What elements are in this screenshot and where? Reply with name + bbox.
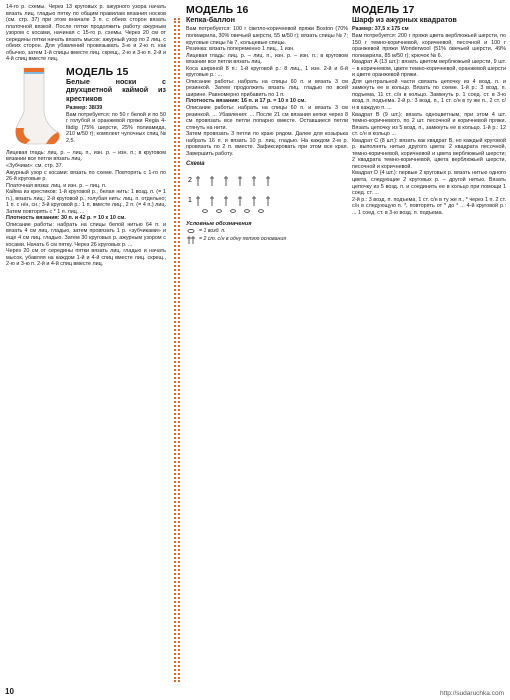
paragraph: Резинка: вязать попеременно 1 лиц., 1 изн. <box>186 46 295 53</box>
scheme-row-label: 2 <box>188 176 192 184</box>
website-watermark: http://sudaruchka.com <box>440 690 504 697</box>
paragraph: Для центральной части связать цепочку из 4 возд. п. и замкнуть ее в кольцо. Вязать по схеме. 1-й р.: 3 возд. п. подъема, 11 ст. с/н в кольцо. Замкнуть р. 1 соед. ст. в 3-ю возд. п. подъема. 2-й р.: 3 возд. п., 1 ст. с/н в ту же п., 2 ст. с/н в каждую п. ... <box>352 78 506 111</box>
model-15-title: МОДЕЛЬ 15 <box>66 65 129 78</box>
paragraph: Квадрат D (4 шт.): первые 2 круговых р. вязать нитью одного цвета, следующие 2 круговых р. – другой нитью. Вязать цепочку из 5 возд. п. и соединить ее в кольцо при помощи 1 соед. ст. ... <box>352 170 506 197</box>
paragraph: Лицевая гладь: лиц. р. – лиц. п., изн. р. – изн. п.; в круговом вязании все петли вязать лиц. <box>6 149 166 163</box>
scheme-diagram <box>186 168 336 216</box>
column-2 <box>186 4 348 245</box>
dotted-divider-right <box>178 18 180 682</box>
scheme-label: Схема <box>186 161 205 168</box>
model-16-subtitle: Кепка-баллон <box>186 15 235 24</box>
dotted-divider-left <box>174 18 176 682</box>
paragraph: Вам потребуется: по 50 г белой и по 50 г голубой и оранжевой пряжи Regia 4-fädig (75% шерсти, 25% полиамида, 210 м/50 г); комплект чулочных спиц № 2,5. <box>66 111 166 144</box>
column-3 <box>352 4 506 216</box>
paragraph: Описание работы: набрать на спицы 60 п. и вязать 3 см резинкой. Затем продолжить вязать лиц. гладью по всей ширине. Равномерно прибавить по 1 п. <box>186 78 348 98</box>
legend-text: = 1 возд. п. <box>199 227 226 234</box>
paragraph: Описание работы: набрать на спицы 60 п. и вязать 3 см резинкой. ... Убавления: ... После 21 см вязания кепки через 8 см провязать все петли попарно вместе. Оставшиеся петли стянуть на нити. <box>186 104 348 131</box>
model-16-title: МОДЕЛЬ 16 <box>186 4 249 16</box>
paragraph: «Зубчики»: см. стр. 37. <box>6 163 64 170</box>
paragraph: Вам потребуется: 100 г светло-коричневой пряжи Boston (70% полиакрила, 30% овечьей шерсти, 55 м/50 г); вязать спицы № 7; круговые спицы № 7, кольцевые спицы. <box>186 26 348 46</box>
paragraph: 2-й р.: 3 возд. п. подъема, 1 ст. с/н в ту же п., * через 1 п. 2 ст. с/н в следующую п. *, повторять от * до * ... 4-й круговой р.: ... 1 соед. ст. в 3-ю возд. п. подъема. <box>352 196 506 216</box>
paragraph: Вам потребуется: 200 г пряжи цвета верблюжьей шерсти, по 150 г темно-коричневой, коричневой, песочной и 100 г оранжевой пряжи Wonderwool (51% овечьей шерсти, 49% полиакрила, 85 м/50 г); крючок № 6. <box>352 32 506 59</box>
paragraph: Лицевая гладь: лиц. р. – лиц. п., изн. р. – изн. п.; в круговом вязании все петли вязать лиц. <box>186 52 348 66</box>
model-15-subtitle: Белые носки с двухцветной каймой из крестиков <box>66 76 166 103</box>
paragraph: Затем провязать 3 петли по краю рядом. Далее для козырька набрать 16 п. и вязать 10 р. лиц. гладью. На каждом 2-м р. провязать по 2 п. вместе. Зафиксировать при этом все края. Завершить работу. <box>186 131 348 157</box>
paragraph: Кайма из крестиков: 1-й круговой р., белая нить: 1 возд. п. (= 1 п.), вязать лиц.; 2-й круговой р., голубая нить: лиц. п. отдельно; 1 п. с н/н, сн.; 3-й круговой р.: 1 п. вместе лиц., 2 п. (= 4 п.) лиц. Затем повторять с * 1 п. лиц. ... <box>6 189 166 215</box>
model-15-header <box>6 66 166 148</box>
sock-illustration <box>6 66 62 148</box>
paragraph: Платочная вязка: лиц. и изн. р. – лиц. п. <box>6 182 107 189</box>
model-17-title: МОДЕЛЬ 17 <box>352 4 415 16</box>
model-17-size: Размер: 37,5 х 175 см <box>352 26 409 33</box>
model-17-subtitle: Шарф из ажурных квадратов <box>352 15 457 24</box>
legend-text: = 2 ст. с/н в одну петлю основания <box>199 236 287 243</box>
legend-label: Условные обозначения <box>186 221 252 228</box>
scheme-row-label: 1 <box>188 196 192 204</box>
paragraph: Описание работы: набрать на спицы белой нитью 64 п. и вязать 4 см лиц. гладью, затем провязать 1 р. «зубчиками» и еще 4 см лиц. гладью. Затем 30 круговых р. ажурным узором с косами. Начать 6 см пятку. Через 26 круговых р. ... <box>6 221 166 248</box>
paragraph: 14-го р. схемы. Через 13 круговых р. ажурного узора начать вязать лиц. гладью пятку по общим правилам вязания носков (см. стр. 37) при этом вначале 3 п. с обеих сторон вязать платочной вязкой. После пятки продолжить работу ажурным узором с косами, начиная с 15-го р. схемы. Через 20 см от середины пятки начать вязать мысок: ажурный узор по 2 лиц. с обеих сторон. Для убавлений провязывать 3-ю и 2-ю п. как обычно, затем 1-й спицы вместе лиц. скрещ., 2-ю и 3-ю п. 2-й и 4-й спиц вместе лиц. <box>6 4 166 63</box>
chain-stitch-icon <box>186 228 196 234</box>
paragraph: Квадрат С (8 шт.): вязать как квадрат В, но каждый круговой р. выполнять нитью другого цвета: 2 квадрата песочной, темно-коричневой, коричневой и цвета верблюжьей шерсти; 2 квадрата темно-коричневой, цвета верблюжьей шерсти, песочной и коричневой. <box>352 137 506 170</box>
paragraph: Квадрат А (13 шт.): вязать цветом верблюжьей шерсти, 9 шт. – в коричневом, цвете темно-коричневой, оранжевой шерсти и цвете оранжевой пряжи. <box>352 59 506 79</box>
double-crochet-icon <box>186 235 196 245</box>
legend-item <box>186 235 348 245</box>
paragraph: Квадрат В (9 шт.): вязать одноцветным, при этом 4 шт. темно-коричневого, по 2 шт. песочной и коричневой пряжи. Вязать цепочку из 5 возд. п., замкнуть ее в кольцо. 1-й р.: 12 ст. с/н в кольцо ... <box>352 111 506 138</box>
paragraph: Ажурный узор с косами: вязать по схеме. Повторять с 1-го по 26-й круговые р. <box>6 169 166 183</box>
paragraph: Плотность вязания: 30 п. и 42 р. = 10 х 10 см. <box>6 215 126 222</box>
page-number: 10 <box>5 687 14 696</box>
crochet-scheme <box>186 161 348 244</box>
column-1 <box>6 4 166 268</box>
paragraph: Коса шириной 8 п.: 1-й круговой р.: 8 лиц., 1 изн. 2-й и 6-й круговые р.: ... <box>186 65 348 79</box>
model-15-size: Размер: 38/39 <box>66 105 103 112</box>
paragraph: Плотность вязания: 16 п. и 17 р. = 10 х 10 см. <box>186 98 306 105</box>
paragraph: Через 20 см от середины пятки вязать лиц. гладью и начать мысок, убавляя на каждом 1-й и 4-й спиц вместе лиц. скрещ., 2-ю и 3-ю п. 2-й и 4-й спиц вместе лиц. <box>6 248 166 268</box>
